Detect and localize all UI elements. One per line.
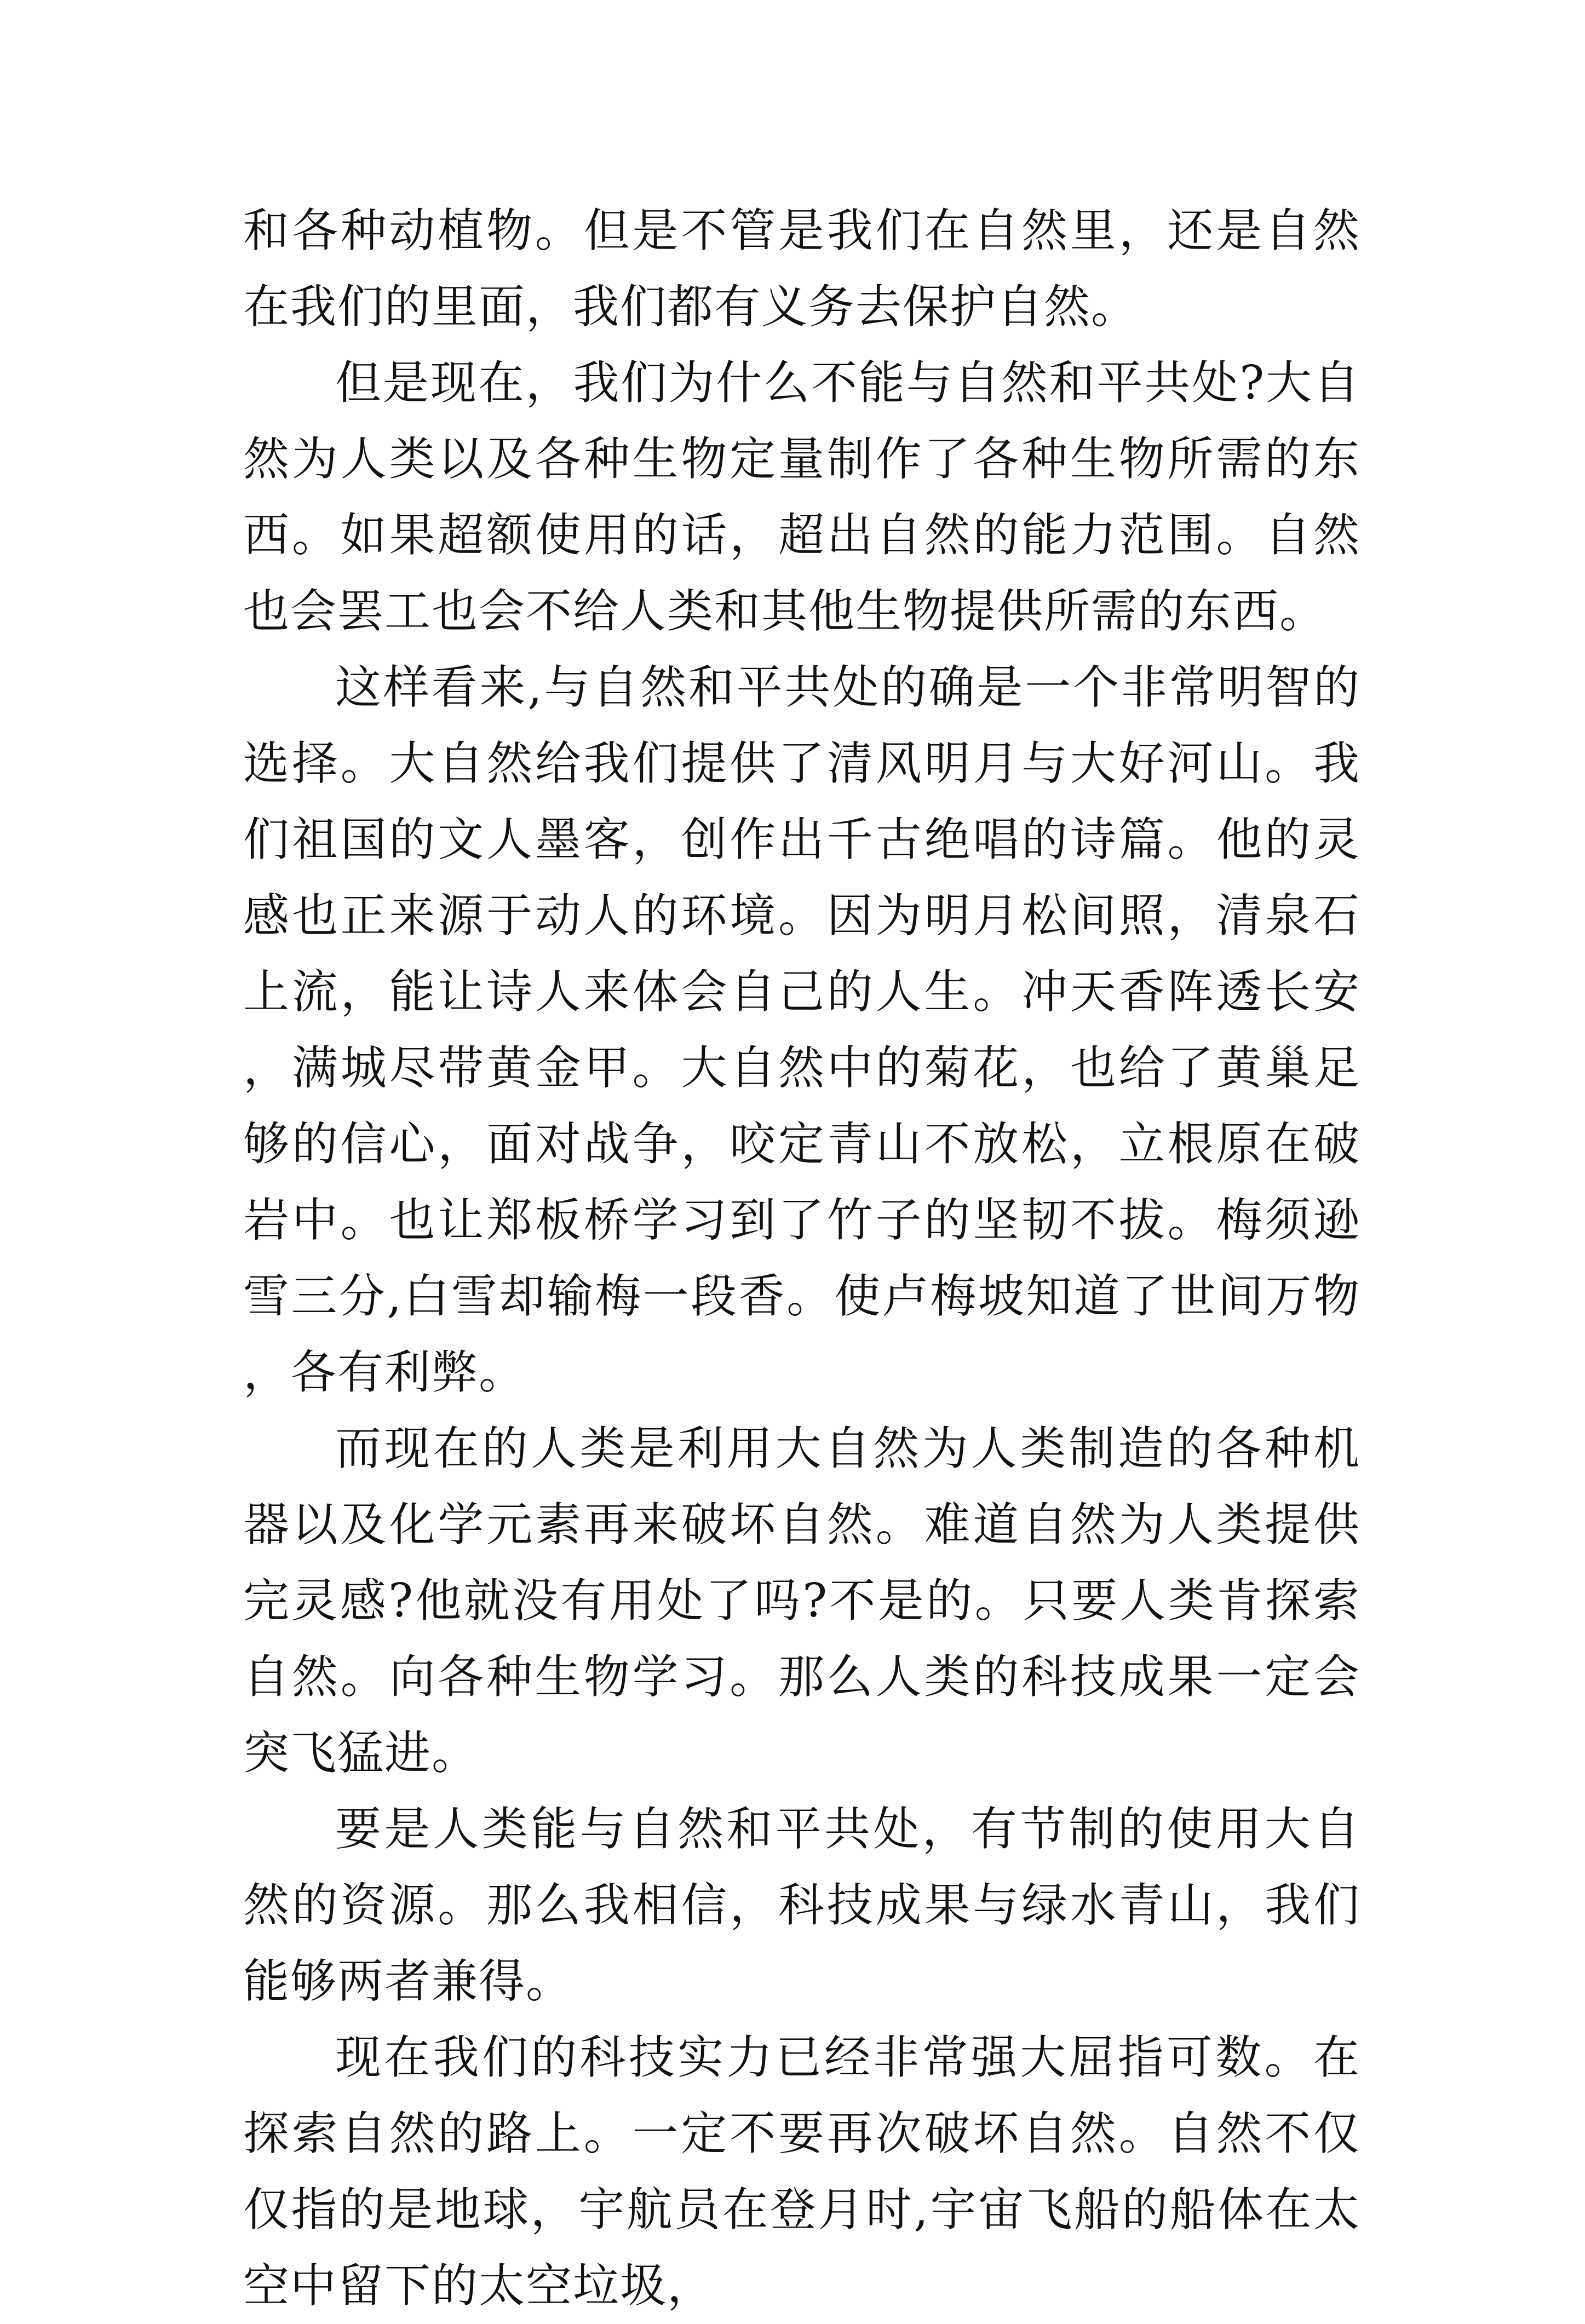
paragraph-5: 要是人类能与自然和平共处，有节制的使用大自然的资源。那么我相信，科技成果与绿水青山，我们能够两者兼得。 [243, 1802, 1360, 2008]
paragraph-6: 现在我们的科技实力已经非常强大屈指可数。在探索自然的路上。一定不要再次破坏自然。自然不仅仅指的是地球，宇航员在登月时,宇宙飞船的船体在太空中留下的太空垃圾， [243, 2030, 1360, 2313]
paragraph-2: 但是现在，我们为什么不能与自然和平共处?大自然为人类以及各种生物定量制作了各种生物所需的东西。如果超额使用的话，超出自然的能力范围。自然也会罢工也会不给人类和其他生物提供所需的东西。 [243, 356, 1360, 638]
paragraph-3: 这样看来,与自然和平共处的确是一个非常明智的选择。大自然给我们提供了清风明月与大好河山。我们祖国的文人墨客，创作出千古绝唱的诗篇。他的灵感也正来源于动人的环境。因为明月松间照，清泉石上流，能让诗人来体会自己的人生。冲天香阵透长安，满城尽带黄金甲。大自然中的菊花，也给了黄巢足够的信心，面对战争，咬定青山不放松，立根原在破岩中。也让郑板桥学习到了竹子的坚韧不拔。梅须逊雪三分,白雪却输梅一段香。使卢梅坡知道了世间万物，各有利弊。 [243, 660, 1360, 1399]
paragraph-1: 和各种动植物。但是不管是我们在自然里，还是自然在我们的里面，我们都有义务去保护自然。 [243, 204, 1360, 333]
paragraph-4: 而现在的人类是利用大自然为人类制造的各种机器以及化学元素再来破坏自然。难道自然为人类提供完灵感?他就没有用处了吗?不是的。只要人类肯探索自然。向各种生物学习。那么人类的科技成果一定会突飞猛进。 [243, 1422, 1360, 1780]
document-body [243, 193, 1360, 2324]
